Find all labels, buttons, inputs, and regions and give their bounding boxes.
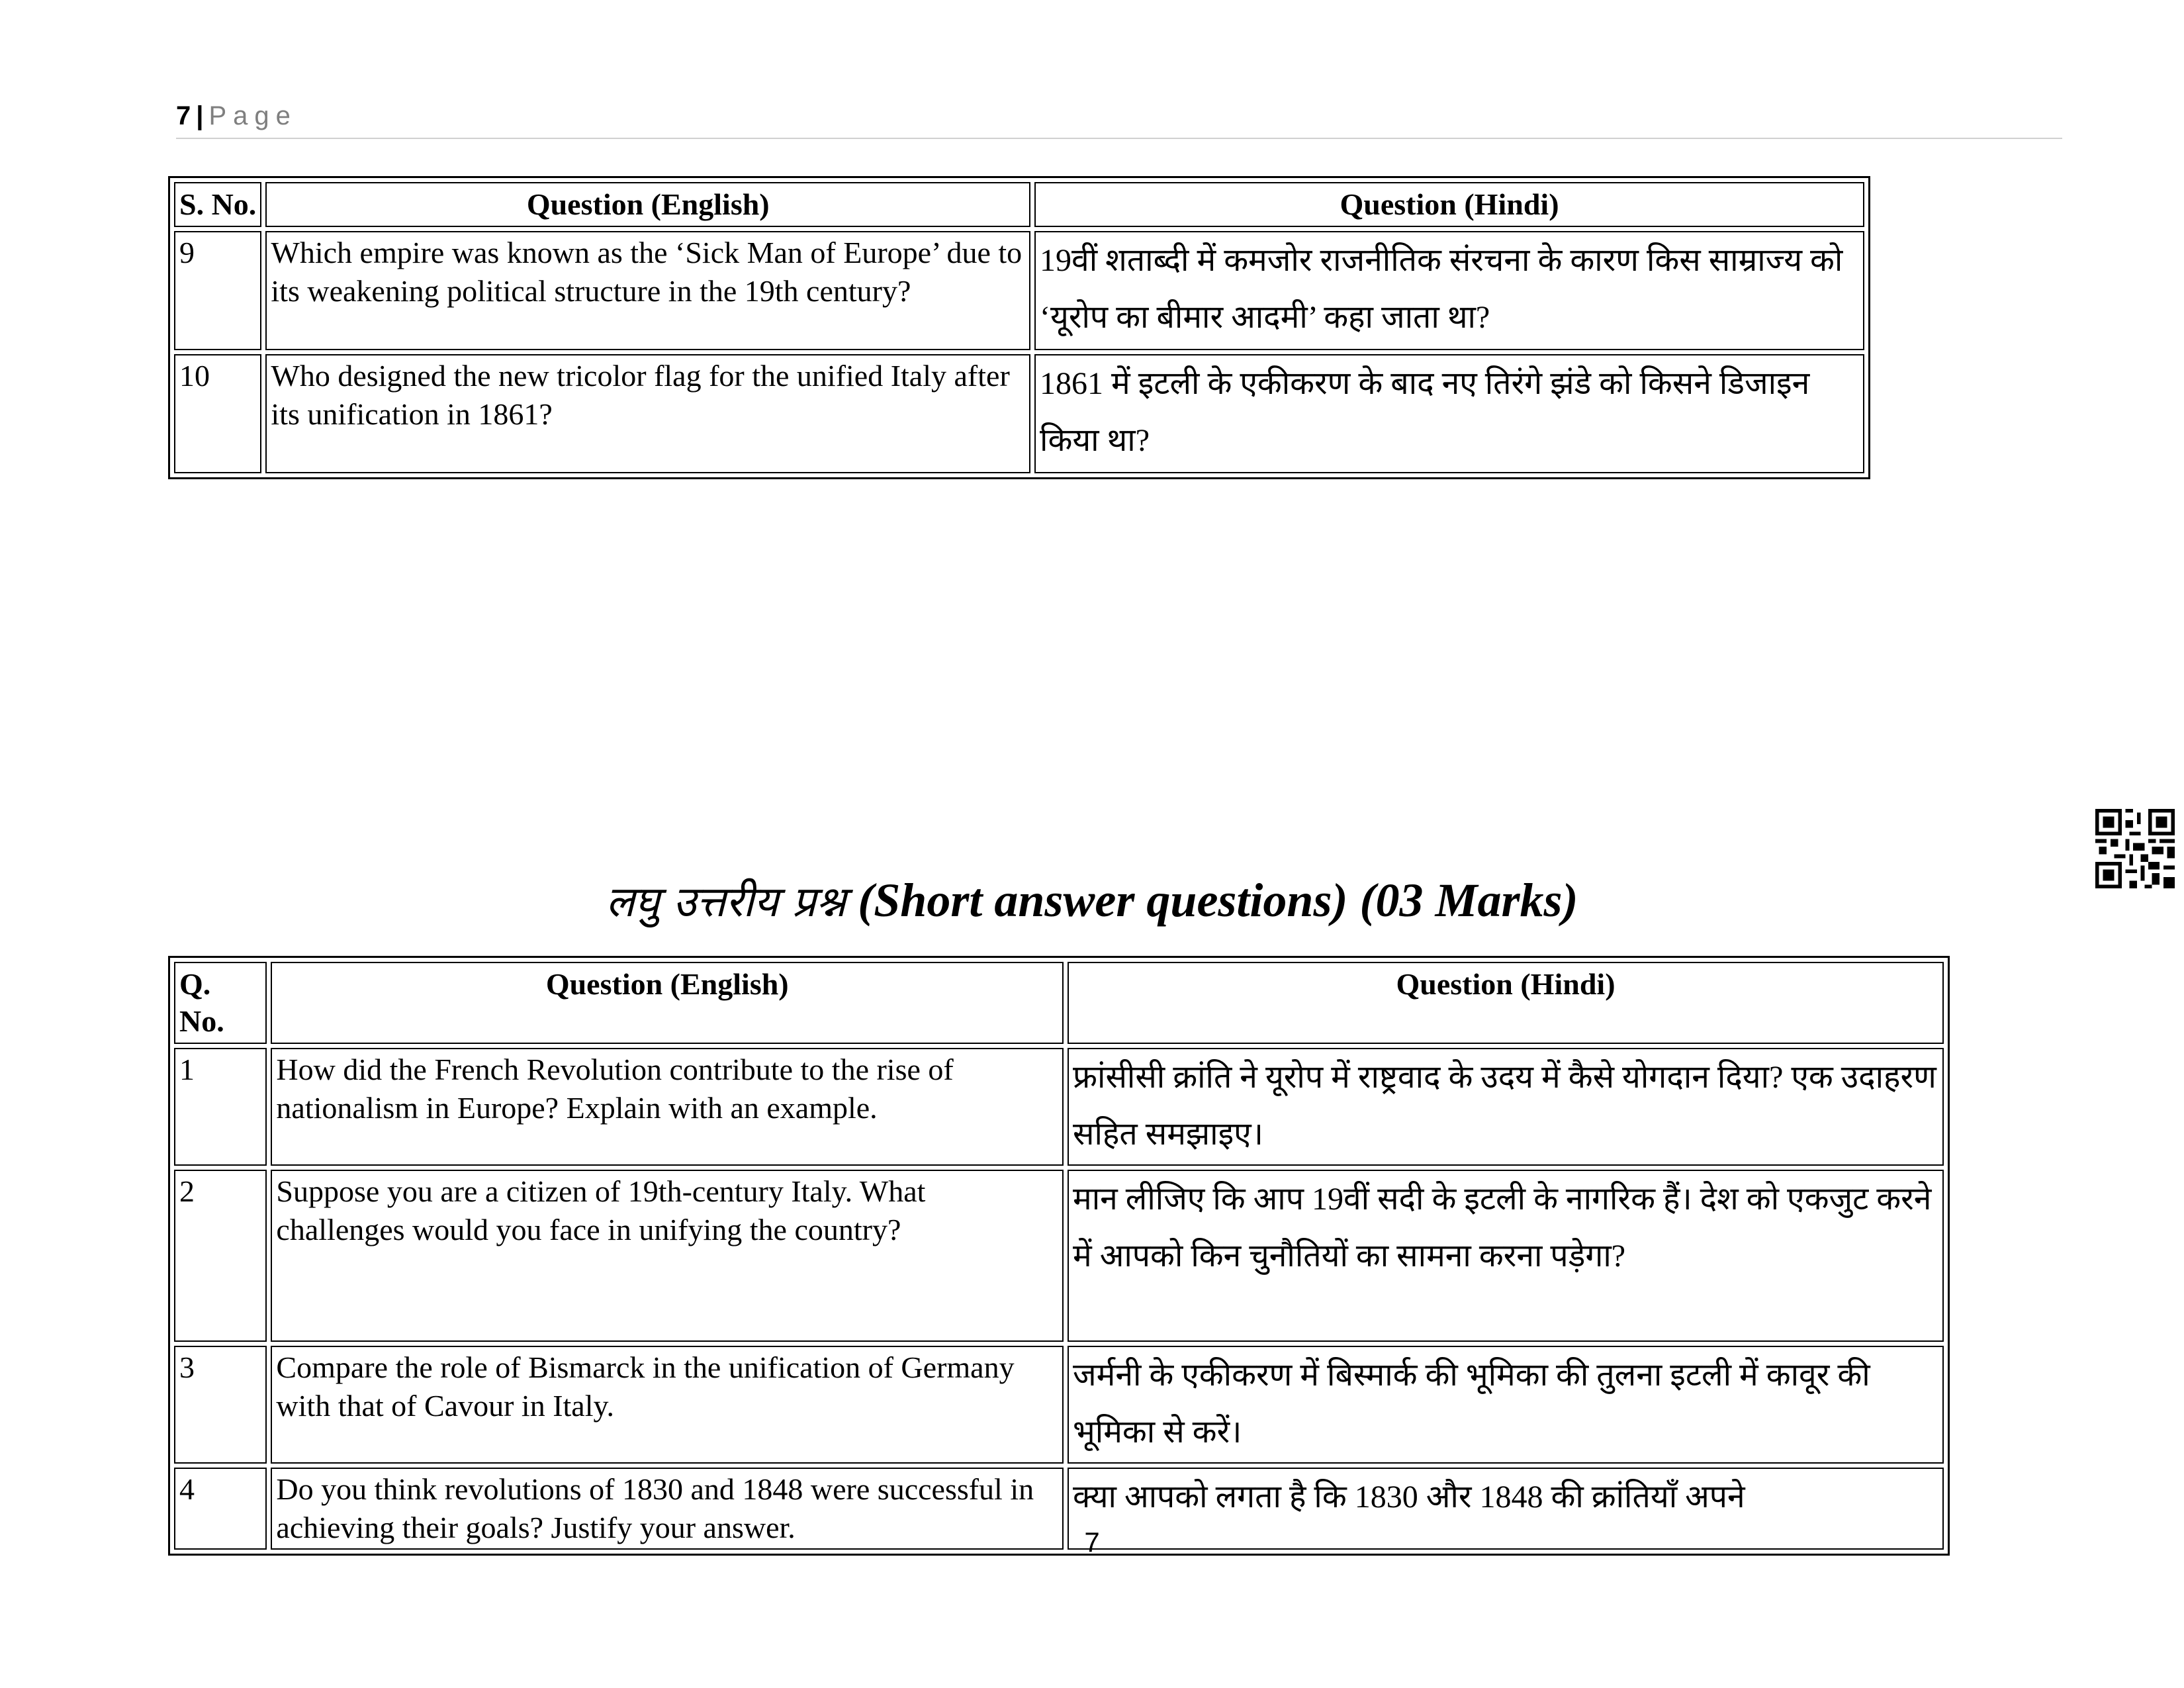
question-english: Which empire was known as the ‘Sick Man of Europe’ due to its weakening political structure in the 19th century? (265, 231, 1030, 350)
header-question-english: Question (English) (271, 962, 1064, 1044)
questions-table-2 (168, 956, 1950, 1556)
question-english: Do you think revolutions of 1830 and 1848 were successful in achieving their goals? Justify your answer. (271, 1468, 1064, 1550)
header-question-number: Q. No. (174, 962, 267, 1044)
header-serial-number: S. No. (174, 182, 261, 227)
header-page-word: Page (208, 101, 297, 130)
question-hindi: क्या आपको लगता है कि 1830 और 1848 की क्रांतियाँ अपने (1068, 1468, 1944, 1550)
page-header (176, 99, 2062, 139)
header-page-number: 7 (176, 101, 191, 130)
table-row (174, 1048, 1944, 1166)
question-hindi: 1861 में इटली के एकीकरण के बाद नए तिरंगे झंडे को किसने डिजाइन किया था? (1034, 354, 1864, 473)
section-title (0, 867, 2184, 935)
header-separator: | (196, 101, 204, 130)
questions-table-1 (168, 176, 1870, 479)
table-row (174, 231, 1864, 350)
question-hindi: फ्रांसीसी क्रांति ने यूरोप में राष्ट्रवाद के उदय में कैसे योगदान दिया? एक उदाहरण सहित समझाइए। (1068, 1048, 1944, 1166)
table-header-row (174, 962, 1944, 1044)
row-number: 2 (174, 1170, 267, 1342)
table-row (174, 1346, 1944, 1464)
question-hindi: 19वीं शताब्दी में कमजोर राजनीतिक संरचना के कारण किस साम्राज्य को ‘यूरोप का बीमार आदमी’ कहा जाता था? (1034, 231, 1864, 350)
section-title-hindi: लघु उत्तरीय प्रश्न (606, 878, 846, 927)
table-row (174, 354, 1864, 473)
question-english: Who designed the new tricolor flag for the unified Italy after its unification in 1861? (265, 354, 1030, 473)
question-english: Suppose you are a citizen of 19th-century Italy. What challenges would you face in unifying the country? (271, 1170, 1064, 1342)
row-number: 9 (174, 231, 261, 350)
header-question-hindi: Question (Hindi) (1034, 182, 1864, 227)
row-number: 1 (174, 1048, 267, 1166)
header-question-hindi: Question (Hindi) (1068, 962, 1944, 1044)
section-title-english: (Short answer questions) (03 Marks) (858, 874, 1578, 927)
row-number: 3 (174, 1346, 267, 1464)
row-number: 4 (174, 1468, 267, 1550)
question-english: Compare the role of Bismarck in the unification of Germany with that of Cavour in Italy. (271, 1346, 1064, 1464)
question-hindi: जर्मनी के एकीकरण में बिस्मार्क की भूमिका की तुलना इटली में कावूर की भूमिका से करें। (1068, 1346, 1944, 1464)
header-question-english: Question (English) (265, 182, 1030, 227)
table-row (174, 1170, 1944, 1342)
question-english: How did the French Revolution contribute to the rise of nationalism in Europe? Explain with an example. (271, 1048, 1064, 1166)
footer-page-number: 7 (1084, 1526, 1100, 1558)
row-number: 10 (174, 354, 261, 473)
question-hindi: मान लीजिए कि आप 19वीं सदी के इटली के नागरिक हैं। देश को एकजुट करने में आपको किन चुनौतियों का सामना करना पड़ेगा? (1068, 1170, 1944, 1342)
table-header-row (174, 182, 1864, 227)
